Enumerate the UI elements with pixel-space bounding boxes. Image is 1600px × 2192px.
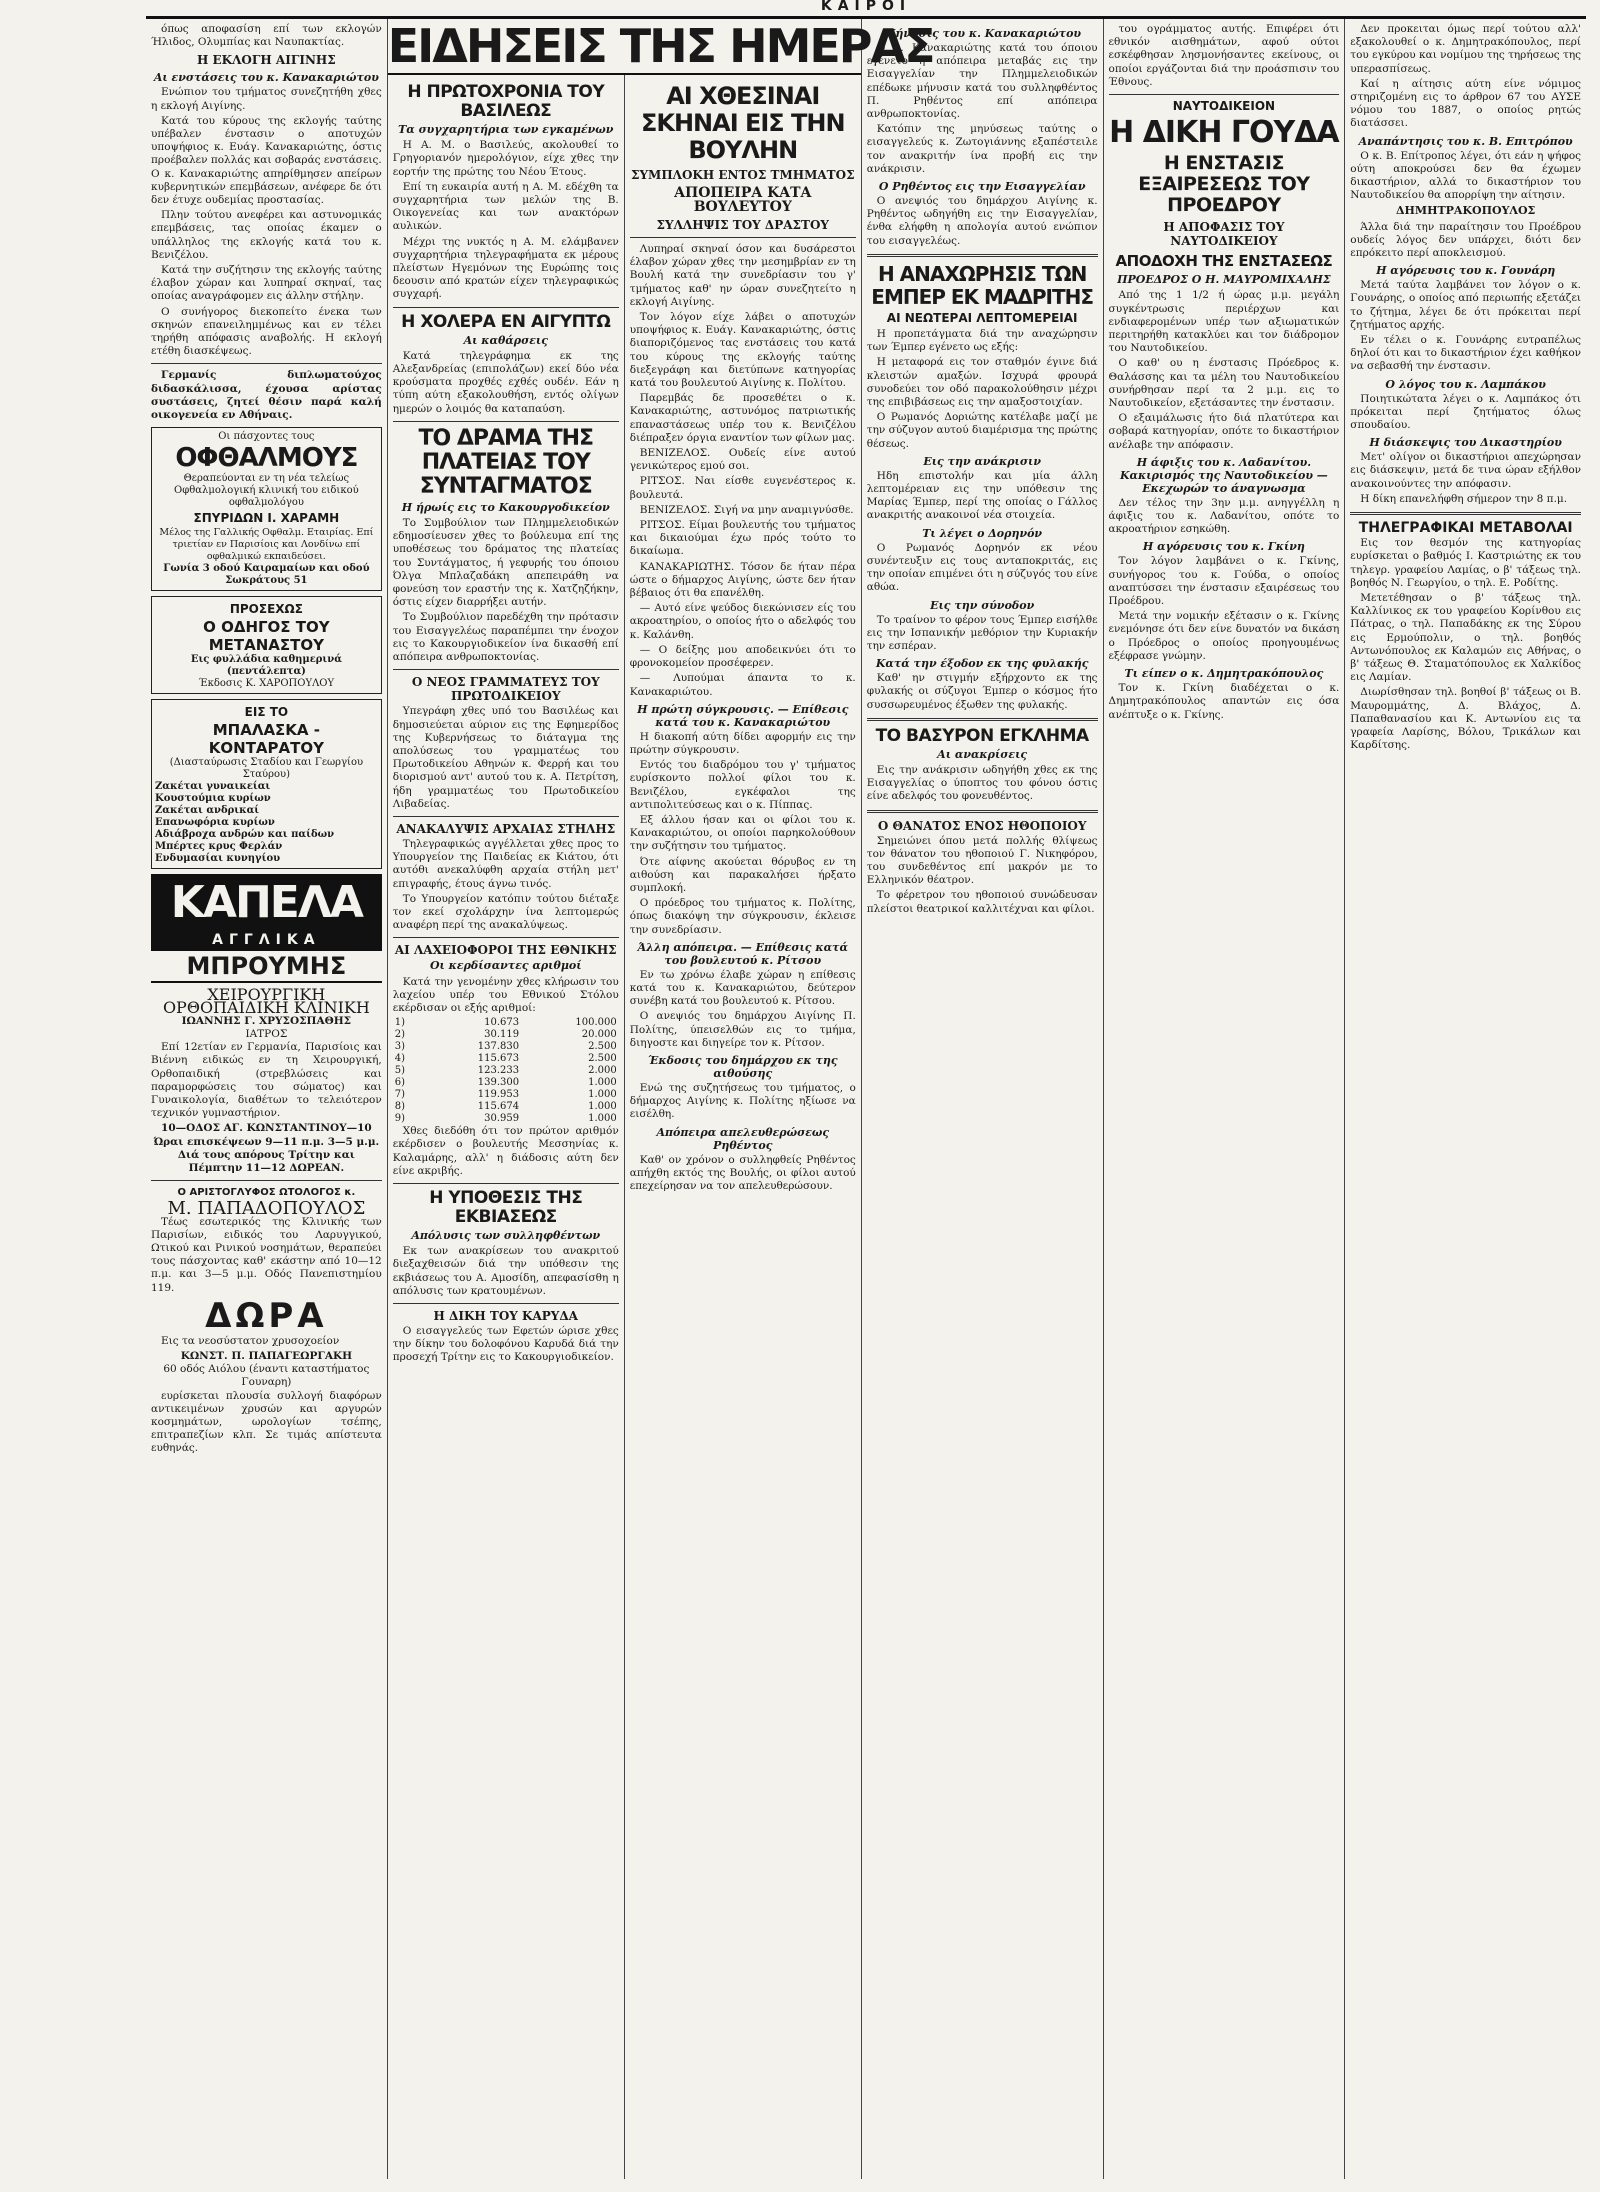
- article-text: Ο κ. Β. Επίτροπος λέγει, ότι εάν η ψήφος ούτη αποκρούσει δεν θα έχωμεν δικαστήριον, αλλά το δικαστήριον του Ναυτοδικείου θα απορρίψη την αίτησιν.: [1350, 149, 1582, 202]
- article-text: Η Α. Μ. ο Βασιλεύς, ακολουθεί το Γρηγοριανόν ημερολόγιον, είχε χθες την εορτήν της πρώτης του Νέου Έτους.: [392, 139, 619, 178]
- article-text: — Λυπούμαι άπαντα το κ. Κανακαριώτου.: [629, 672, 856, 698]
- divider: [393, 1303, 619, 1304]
- subhead-details: ΑΙ ΝΕΩΤΕΡΑΙ ΛΕΠΤΟΜΕΡΕΙΑΙ: [886, 310, 1078, 325]
- article-text: Μετ' ολίγον οι δικαστήριοι απεχώρησαν εις διάσκεψιν, μετά δε τινα ώραν εξήλθον ανακοινούντες την απόφασιν.: [1350, 451, 1582, 490]
- divider: [1350, 512, 1581, 515]
- lot-prize: 2.500: [588, 1053, 617, 1065]
- article-text: Τον λόγον λαμβάνει ο κ. Γκίνης, συνήγορος του κ. Γούδα, ο οποίος αναπτύσσει την ένστασιν εξαιρέσεως του Προέδρου.: [1108, 555, 1340, 608]
- lot-index: 8): [394, 1101, 406, 1113]
- headline-arrest: ΣΥΛΛΗΨΙΣ ΤΟΥ ΔΡΑΣΤΟΥ: [656, 218, 829, 232]
- subhead-prosecutor: Ο Ρηθέντος εις την Εισαγγελίαν: [878, 180, 1086, 194]
- subhead-gounaris: Η αγόρευσις του κ. Γουνάρη: [1376, 264, 1556, 278]
- article-text: ΒΕΝΙΖΕΛΟΣ. Σιγή να μην αναμιγνύσθε.: [639, 503, 854, 516]
- headline-election: Η ΕΚΛΟΓΗ ΑΙΓΙΝΗΣ: [197, 53, 336, 68]
- table-row: [393, 1029, 619, 1041]
- lot-number: 30.959: [484, 1113, 520, 1125]
- ad-shop-head: ΕΙΣ ΤΟ: [244, 705, 289, 720]
- ad-shop-sub: (Διασταύρωσις Σταδίου και Γεωργίου Σταύρου): [169, 757, 364, 781]
- ad-shop-item: Ζακέται ανδρικαί: [155, 805, 260, 817]
- article-text: — Αυτό είνε ψεύδος διεκώνισεν είς του ακροατηρίου, ο οποίος ήτο ο αδελφός του κ. Καλάνθη.: [629, 602, 856, 641]
- article-text: Το φέρετρον του ηθοποιού συνώδευσαν πλείστοι θεατρικοί καλλιτέχναι και φίλοι.: [866, 889, 1098, 915]
- divider: [393, 669, 619, 670]
- ad-clinic: [151, 985, 382, 1175]
- lot-number: 119.953: [477, 1089, 520, 1101]
- ad-ent-head: Ο ΑΡΙΣΤΟΓΛΥΦΟΣ ΩΤΟΛΟΓΟΣ κ.: [177, 1187, 356, 1199]
- article-text: Ο συνήγορος διεκοπείτο ένεκα των σκηνών επανειλημμένως και εν τέλει τηρήθη απόφασις αναβολής. Η εκλογή ετέθη διασκέψεως.: [151, 305, 382, 358]
- article-text: Ο Ρωμανός Δορηνόν εκ νέου συνέντευξιν εις τους ανταποκριτάς, εις την οποίαν επιμένει ότι η σύζυγός του είνε αθώα.: [866, 541, 1098, 594]
- ad-clinic-name: ΙΩΑΝΝΗΣ Γ. ΧΡΥΣΟΣΠΑΘΗΣ: [181, 1014, 352, 1027]
- divider: [151, 363, 382, 364]
- subhead: Απόλυσις των συλληφθέντων: [411, 1228, 601, 1242]
- subhead-gkinis-speech: Η αγόρευσις του κ. Γκίνη: [1142, 540, 1305, 554]
- subhead-dimitrakopoulos: Τι είπεν ο κ. Δημητρακόπουλος: [1124, 667, 1324, 681]
- ad-gift-address: 60 οδός Αιόλου (έναντι καταστήματος Γουναρη): [163, 1363, 370, 1389]
- headline-cholera: Η ΧΟΛΕΡΑ ΕΝ ΑΙΓΥΠΤΩ: [401, 311, 611, 332]
- table-row: [393, 1053, 619, 1065]
- ad-shop-item: Αδιάβροχα ανδρών και παίδων: [155, 829, 335, 841]
- column-1: [146, 19, 388, 2179]
- table-row: [393, 1113, 619, 1125]
- columns: [146, 19, 1586, 2179]
- table-row: [393, 1089, 619, 1101]
- news-of-the-day-section: [387, 19, 934, 2179]
- headline-telegraph-changes: ΤΗΛΕΓΡΑΦΙΚΑΙ ΜΕΤΑΒΟΛΑΙ: [1358, 520, 1573, 537]
- article-text: Παρεμβάς δε προσεθέτει ο κ. Κανακαριώτης, αστυνόμος πατριωτικής επαναστάσεως υπέρ του κ. Βενιζέλου διέπραξεν όργια εναντίον των φίλων μας.: [629, 392, 856, 444]
- article-text: Ότε αίφνης ακούεται θόρυβος εν τη αιθούση και παρακαλήσει ήρξατο συμπλοκή.: [629, 855, 856, 894]
- divider: [867, 254, 1098, 257]
- headline-decision: Η ΑΠΟΦΑΣΙΣ ΤΟΥ ΝΑΥΤΟΔΙΚΕΙΟΥ: [1163, 220, 1285, 249]
- ad-clinic-role: ΙΑΤΡΟΣ: [245, 1027, 288, 1040]
- article-text: Η προπετάγματα διά την αναχώρησιν των Έμπερ εγένετο ως εξής:: [866, 328, 1098, 354]
- ad-oculist-name: ΣΠΥΡΙΔΩΝ Ι. ΧΑΡΑΜΗ: [193, 511, 340, 526]
- ad-hat-brand: ΜΠΡΟΥΜΗΣ: [151, 951, 382, 983]
- ad-clinic-text: Επί 12ετίαν εν Γερμανία, Παρισίοις και Βιέννη ειδικώς εν τη Χειρουργική, Ορθοπαιδική (στρεβλώσεις και παραμορφώσεις του σώματος) και Γυναικολογία, διαθέτων το τελειότερον τεχνικόν γυμναστήριον.: [151, 1041, 382, 1120]
- article-text: Καθ' ον χρόνον ο συλληφθείς Ρηθέντος απήχθη εκτός της Βουλής, οι φίλοι αυτού επεχείρησαν να τον απελευθερώσουν.: [629, 1153, 856, 1192]
- subhead: Αι καθάρσεις: [463, 333, 548, 347]
- headline-acceptance: ΑΠΟΔΟΧΗ ΤΗΣ ΕΝΣΤΑΣΕΩΣ: [1115, 252, 1333, 271]
- table-row: [393, 1017, 619, 1029]
- ad-emigrant: [151, 596, 382, 694]
- article-text: Τον λόγον είχε λάβει ο αποτυχών υποψήφιος κ. Ευάγ. Κανακαριώτης, όστις διαποριζόμενος τας ενστάσεις του κατά του κύρους της εκλογής ταύτης διεξεγράφη και διετύπωνε κατηγορίας κατά του βουλευτού Αιγίνης κ. Πολίτου.: [629, 311, 856, 390]
- article-text: Ποιητικώτατα λέγει ο κ. Λαμπάκος ότι πρόκειται περί ζητήματος όλως σπουδαίου.: [1350, 392, 1582, 432]
- article-text: ΒΕΝΙΖΕΛΟΣ. Ουδείς είνε αυτού γενικώτερος εμού σοι.: [629, 447, 856, 473]
- article-text: Το Συμβούλιον των Πλημμελειοδικών εδημοσίευσεν χθες το βούλευμα επί της υποθέσεως του δράματος της πλατείας του Συντάγματος, ή γεφυρής του όποιου Όλγα Μπλαζαδάκη απεπειράθη να φονεύση τον εραστήν της κ. Χατζηζήκην, όστις είχεν διαρρήξει αυτήν.: [392, 517, 619, 609]
- column-5: [1104, 19, 1346, 2179]
- ad-gift-text: Εις τα νεοσύστατον χρυσοχοείον: [161, 1334, 340, 1347]
- headline-objection: Η ΕΝΣΤΑΣΙΣ ΕΞΑΙΡΕΣΕΩΣ ΤΟΥ ΠΡΟΕΔΡΟΥ: [1138, 152, 1310, 217]
- lot-number: 123.233: [477, 1065, 520, 1077]
- article-text: Ο κ. Κανακαριώτης κατά του όποιου εγένετο η απόπειρα μεταβάς εις την Εισαγγελίαν την Πλημμελειοδικών επέδωκε μήνυσιν κατά του συλληφθέντος Π. Ρηθέντος επί απόπειρα ανθρωποκτονίας.: [866, 42, 1098, 121]
- article-text: Τον κ. Γκίνη διαδέχεται ο κ. Δημητρακόπουλος απαντών εις όσα ανέπτυξε ο κ. Γκίνης.: [1108, 682, 1340, 721]
- lot-index: 5): [394, 1065, 406, 1077]
- article-text: Κατά την συζήτησιν της εκλογής ταύτης έλαβον χώραν και λυπηραί σκηναί, τας οποίας αναγράφομεν εις άλλην στήλην.: [151, 264, 382, 303]
- lot-prize: 1.000: [588, 1101, 617, 1113]
- headline-drama: ΤΟ ΔΡΑΜΑ ΤΗΣ ΠΛΑΤΕΙΑΣ ΤΟΥ ΣΥΝΤΑΓΜΑΤΟΣ: [418, 425, 594, 499]
- article-text: Ο εισαγγελεύς των Εφετών ώρισε χθες την δίκην του δολοφόνου Καρυδά διά την προσεχή Τρίτην εις το Κακουργιοδικείον.: [392, 1324, 619, 1364]
- article-text: Καθ' ην στιγμήν εξήρχοντο εκ της φυλακής οι σύζυγοι Έμπερ ο κόσμος ήτο συσσωρευμένος έξωθεν της φυλακής.: [866, 672, 1098, 711]
- article-text: — Ο δείξης μου αποδεικνύει ότι το φρονοκομείον προσέφερεν.: [629, 643, 856, 670]
- article-text: Εξ άλλου ήσαν και οι φίλοι του κ. Κανακαριώτου, οι οποίοι παρηκολούθουν την συζήτησιν του τμήματος.: [629, 813, 856, 853]
- ad-gift-title: ΔΩΡΑ: [205, 1295, 328, 1336]
- article-text: ΚΑΝΑΚΑΡΙΩΤΗΣ. Τόσον δε ήταν πέρα ώστε ο δήμαρχος Αιγίνης, ώστε δεν ήταν βέβαιος ότι θα επανέλθη.: [629, 560, 856, 600]
- subhead-reply: Αναπάντησις του κ. Β. Επιτρόπου: [1358, 134, 1573, 148]
- lot-number: 30.119: [484, 1029, 520, 1041]
- headline-brawl: ΣΥΜΠΛΟΚΗ ΕΝΤΟΣ ΤΜΗΜΑΤΟΣ: [631, 168, 855, 182]
- ad-gift-body: ευρίσκεται πλουσία συλλογή διαφόρων αντικειμένων χρυσών και αργυρών κοσμημάτων, ωρολογίων τσέπης, επιτραπεζίων κλπ. Σε τιμάς απίστευτα ευθηνάς.: [151, 1389, 382, 1455]
- article-text: Τηλεγραφικώς αγγέλλεται χθες προς το Υπουργείον της Παιδείας εκ Κιάτου, ότι αυτόθι ανεκαλύφθη αρχαία στήλη μετ' επιγραφής, έτους άγνω τινός.: [392, 837, 619, 890]
- divider: [393, 421, 619, 422]
- court-label: ΝΑΥΤΟΔΙΚΕΙΟΝ: [1172, 99, 1276, 114]
- article-text: Ο ανεψιός του δημάρχου Αιγίνης κ. Ρηθέντος ωδηγήθη εις την Εισαγγελίαν, ένθα ελήφθη η απολογία αυτού ενώπιον του εισαγγελέως.: [866, 195, 1098, 247]
- lot-index: 9): [394, 1113, 406, 1125]
- divider: [630, 237, 856, 238]
- divider: [393, 816, 619, 817]
- ad-shop-item: Μπέρτες κρυς Φερλάν: [155, 841, 283, 853]
- notice-text: Γερμανίς διπλωματούχος διδασκάλισσα, έχουσα αρίστας συστάσεις, ζητεί θέσιν παρά καλή οικογενεία εν Αθήναις.: [151, 369, 382, 422]
- divider: [151, 1180, 382, 1181]
- article-text: Το τραίνον το φέρον τους Έμπερ εισήλθε εις την Ισπανικήν μεθόριον την Κυριακήν την εσπέραν.: [866, 613, 1098, 652]
- article-text: Μετά ταύτα λαμβάνει τον λόγον ο κ. Γουνάρης, ο οποίος από περιωπής εξετάζει το ζήτημα, λέγει δε ότι πρόκειται περί ζητήματος αρχής.: [1350, 279, 1582, 331]
- ad-shop: [151, 699, 382, 869]
- ad-gift-name: ΚΩΝΣΤ. Π. ΠΑΠΑΓΕΩΡΓΑΚΗ: [180, 1349, 353, 1362]
- article-text: Υπεγράφη χθες υπό του Βασιλέως και δημοσιεύεται αύριον εις της Εφημερίδος της Κυβερνήσεως το διάταγμα της απολύσεως του γραμματέως του Πρωτοδικείου Αθηνών κ. Φερρή και του διορισμού αντ' αυτού του κ. Α. Πετρίτση, ήδη γραμματέως του Πρωτοδικείου Λιβαδείας.: [392, 705, 619, 810]
- article-text: Χθες διεδόθη ότι τον πρώτον αριθμόν εκέρδισεν ο βουλευτής Μεσσηνίας κ. Καλαμάρης, αλλ' η διάδοσις αύτη δεν είνε ακριβής.: [392, 1125, 619, 1177]
- subhead-complaint: Μήνυσις του κ. Κανακαριώτου: [883, 27, 1082, 40]
- ad-hat-banner: [151, 874, 382, 951]
- headline-ancient-stele: ΑΝΑΚΑΛΥΨΙΣ ΑΡΧΑΙΑΣ ΣΤΗΛΗΣ: [396, 821, 616, 836]
- lot-index: 1): [394, 1017, 406, 1029]
- column-3: [625, 75, 861, 2179]
- article-text: Κατά του κύρους της εκλογής ταύτης υπέβαλεν ένστασιν ο αποτυχών υποψήφιος κ. Ευάγ. Κανακαριώτης, όστις προέβαλεν πολλάς και σοβαράς ενστάσεις. Ο κ. Κανακαριώτης απηρίθμησεν απείρων κυβερνητικών επεμβάσεων, ανέφερε δε ότι δεν έτυχε ουδεμίας προστασίας.: [151, 114, 382, 207]
- ad-emigrant-text: Εις φυλλάδια καθημερινά (πεντάλεπτα): [190, 654, 342, 678]
- article-text: Ηδη επιστολήν και μία άλλη λεπτομέρειαν εις την υπόθεσιν της Μαρίας Έμπερ, περί της οποίας ο Γάλλος ανακριτής ανακοινοί νέα στοιχεία.: [866, 469, 1098, 522]
- lot-index: 2): [394, 1029, 406, 1041]
- article-text: Καί η αίτησις αύτη είνε νόμιμος στηριζομένη εις το άρθρον 67 του ΑΥΣΕ νόμου του 1887, ο οποίος ρητώς διατάσσει.: [1350, 77, 1582, 130]
- ad-oculist-title: ΟΦΘΑΛΜΟΥΣ: [175, 443, 358, 474]
- article-text: Εν τω χρόνω έλαβε χώραν η επίθεσις κατά του κ. Κανακαριώτου, δεύτερον συνέβη κατά του βουλευτού κ. Ρίτσου.: [629, 968, 856, 1008]
- article-text: Άλλα διά την παραίτησιν του Προέδρου ουδείς λόγος δεν υπάρχει, διότι δεν επρόκειτο περί αποκλεισμού.: [1350, 220, 1582, 260]
- lot-index: 7): [394, 1089, 406, 1101]
- article-text: Η διακοπή αύτη δίδει αφορμήν εις την πρώτην σύγκρουσιν.: [629, 730, 856, 756]
- headline-gouda-trial: Η ΔΙΚΗ ΓΟΥΔΑ: [1109, 115, 1339, 151]
- subhead-prison-exit: Κατά την έξοδον εκ της φυλακής: [875, 657, 1089, 671]
- ad-hat: [151, 874, 382, 983]
- article-text: Εκ των ανακρίσεων του ανακριτού διεξαχθεισών διά την υπόθεσιν της εκβιάσεως του Α. Αμοσίδη, απεφασίσθη η απόλυσις των κρατουμένων.: [392, 1245, 619, 1297]
- lot-prize: 2.000: [588, 1065, 617, 1077]
- article-text: Ο Ρωμανός Δοριώτης κατέλαβε μαζί με την σύζυγον αυτού διαμέρισμα της πρώτης θέσεως.: [866, 411, 1098, 450]
- ad-hat-sub: ΑΓΓΛΙΚΑ: [212, 932, 321, 949]
- headline-parliament-scenes: ΑΙ ΧΘΕΣΙΝΑΙ ΣΚΗΝΑΙ ΕΙΣ ΤΗΝ ΒΟΥΛΗΝ: [640, 82, 845, 164]
- article-text: Εις τον θεσμόν της κατηγορίας ευρίσκεται ο βαθμός Ι. Καστριώτης εκ του τηλεγρ. γραφείου Λαμίας, ο β' τάξεως τηλ. βοηθός Ν. Γεωργίου, ο τηλ. Ε. Ροδίτης.: [1350, 537, 1582, 589]
- article-text: Κατόπιν της μηνύσεως ταύτης ο εισαγγελεύς κ. Ζωτογιάννης εξαπέστειλε τον ανακριτήν ίνα προβή εις την ανάκρισιν.: [866, 123, 1098, 175]
- article-text: Μετετέθησαν ο β' τάξεως τηλ. Καλλίνικος εκ του γραφείου Κορίνθου εις Πάτρας, ο τηλ. Παπαδάκης εκ της Σύρου εις Ερμούπολιν, ο τηλ. βοηθός Αντωνόπουλος εκ Καλαμών εις Αθήνας, ο β' τάξεως Θ. Σταματόπουλος εκ Χαλκίδος εις Λαμίαν.: [1350, 591, 1582, 684]
- subhead: Η ήρωίς εις το Κακουργοδικείον: [401, 500, 610, 514]
- divider: [393, 307, 619, 308]
- article-text: Από της 1 1/2 ή ώρας μ.μ. μεγάλη συγκέντρωσις περιέρχων και ενδιαφερομένων υπέρ των αξιωματικών περιτηρήθη κατακλύει και τον διάδρομον του Ναυτοδικείου.: [1108, 289, 1340, 355]
- lot-number: 139.300: [477, 1077, 520, 1089]
- lot-index: 4): [394, 1053, 406, 1065]
- article-text: του ογράμματος αυτής. Επιφέρει ότι εθνικόν αισθημάτων, αφού ούτοι εσκέφθησαν λησμονήσαντες εκείνους, οι οποίοι εργάζονται διά την προάσπισιν του Έθνους.: [1108, 23, 1340, 88]
- article-text: Εις την ανάκρισιν ωδηγήθη χθες εκ της Εισαγγελίας ο ύποπτος του φόνου όστις είνε αδελφός του φονευθέντος.: [866, 763, 1098, 803]
- subhead-second-attempt: Άλλη απόπειρα. — Επίθεσις κατά του βουλευτού κ. Ρίτσου: [637, 940, 848, 967]
- ad-ent-text: Τέως εσωτερικός της Κλινικής των Παρισίων, ειδικός του Λαρυγγικού, Ωτικού και Ρινικού νοσημάτων, θεραπεύει τους πάσχοντας καθ' εκάστην από 10—12 π.μ. και 3—5 μ.μ. Οδός Πανεπιστημίου 119.: [151, 1215, 382, 1294]
- article-text: ΡΙΤΣΟΣ. Ναι είσθε ευγενέστερος κ. βουλευτά.: [629, 475, 856, 501]
- ad-oculist-bio: Μέλος της Γαλλικής Οφθαλμ. Εταιρίας. Επί τριετίαν εν Παρισίοις και Λονδίνω επί οφθαλμικώ εκπαιδεύσει.: [159, 527, 374, 563]
- ad-oculist-text: Θεραπεύονται εν τη νέα τελείως Οφθαλμολογική κλινική του ειδικού οφθαλμολόγου: [174, 473, 359, 509]
- divider: [393, 937, 619, 938]
- lot-prize: 100.000: [575, 1017, 617, 1029]
- subhead-release-attempt: Απόπειρα απελευθερώσεως Ρηθέντος: [656, 1125, 830, 1152]
- headline-departure: Η ΑΝΑΧΩΡΗΣΙΣ ΤΩΝ ΕΜΠΕΡ ΕΚ ΜΑΔΡΙΤΗΣ: [871, 261, 1094, 309]
- article-text: Ο πρόεδρος του τμήματος κ. Πολίτης, όπως διακόψη την σύγκρουσιν, έκλεισε την συνεδρίασιν.: [629, 897, 856, 936]
- section-title: ΕΙΔΗΣΕΙΣ ΤΗΣ ΗΜΕΡΑΣ: [387, 19, 934, 73]
- article-text: Η δίκη επανελήφθη σήμερον την 8 π.μ.: [1360, 492, 1568, 505]
- lot-prize: 1.000: [588, 1089, 617, 1101]
- article-text: Κατά τηλεγράφημα εκ της Αλεξανδρείας (επιπολάζων) εκεί δύο νέα κρούσματα προχθές εχθές ουδέν. Εάν η τύπη αύτη εξακολουθήση, εντός ολίγων ημερών ο λοιμός θα καταπαύση.: [392, 349, 619, 415]
- lot-prize: 20.000: [581, 1029, 617, 1041]
- divider: [1109, 94, 1340, 95]
- column-2: [388, 75, 625, 2179]
- ad-oculist: [151, 427, 382, 591]
- news-subcolumns: [388, 75, 861, 2179]
- subhead: Αι ανακρίσεις: [937, 747, 1028, 761]
- ad-gift: [151, 1297, 382, 1456]
- headline-new-secretary: Ο ΝΕΟΣ ΓΡΑΜΜΑΤΕΥΣ ΤΟΥ ΠΡΩΤΟΔΙΚΕΙΟΥ: [411, 675, 600, 704]
- ad-shop-item: Ενδυμασίαι κυνηγίου: [155, 853, 281, 865]
- article-text: Εν τέλει ο κ. Γουνάρης ευτραπέλως δηλοί ότι και το δικαστήριον έχει καθήκον να σεβασθή την ένστασιν.: [1350, 334, 1582, 373]
- article-text: Ο καθ' ου η ένστασις Πρόεδρος κ. Θαλάσσης και τα μέλη του Ναυτοδικείου συνήρθησαν περί τα 2 μ.μ. εις το Ναυτοδικείον, εξετάσαντες την ένστασιν.: [1108, 357, 1340, 410]
- subhead-border: Εις την σύνοδον: [930, 598, 1035, 612]
- lot-number: 10.673: [484, 1017, 520, 1029]
- lot-prize: 2.500: [588, 1041, 617, 1053]
- lot-prize: 1.000: [588, 1113, 617, 1125]
- lot-number: 115.674: [477, 1101, 520, 1113]
- ad-shop-item: Κουστούμια κυρίων: [155, 793, 271, 805]
- article-text: Ενώ της συζητήσεως του τμήματος, ο δήμαρχος Αιγίνης κ. Πολίτης ηξίωσε να εισέλθη.: [629, 1081, 856, 1121]
- subhead: Τα συγχαρητήρια των εγκαμένων: [398, 123, 614, 136]
- subhead-first-clash: Η πρώτη σύγκρουσις. — Επίθεσις κατά του κ. Κανακαριώτου: [637, 702, 849, 729]
- divider: [867, 810, 1098, 813]
- presiding-judge: ΠΡΟΕΔΡΟΣ Ο Η. ΜΑΥΡΟΜΙΧΑΛΗΣ: [1117, 273, 1331, 287]
- ad-shop-title: ΜΠΑΛΑΣΚΑ - ΚΟΝΤΑΡΑΤΟΥ: [208, 721, 324, 758]
- ad-oculist-address: Γωνία 3 οδού Καιραμαίων και οδού Σωκράτους 51: [163, 563, 370, 587]
- article-text: Η μεταφορά εις τον σταθμόν έγινε διά κλειστών αμαξών. Ισχυρά φρουρά συνοδεύει τον οδό παρακολούθησιν μέχρι της επιβιβάσεως εις την αμαξοστοιχίαν.: [866, 356, 1098, 409]
- headline-crime: ΤΟ ΒΑΣΥΡΟΝ ΕΓΚΛΗΜΑ: [875, 725, 1089, 746]
- intro-text: όπως αποφασίση επί των εκλογών Ήλιδος, Ολυμπίας και Ναυπακτίας.: [151, 23, 382, 49]
- ad-shop-item: Ζακέται γυναικείαι: [155, 781, 271, 793]
- ad-ent-doctor: [151, 1186, 382, 1295]
- subhead-lampakos: Ο λόγος του κ. Λαμπάκου: [1385, 377, 1546, 391]
- subhead-objections: Αι ενστάσεις του κ. Κανακαριώτου: [153, 71, 379, 85]
- ad-shop-item: Επανωφόρια κυρίων: [155, 817, 275, 829]
- speaker-name: ΔΗΜΗΤΡΑΚΟΠΟΥΛΟΣ: [1395, 204, 1536, 218]
- subhead-mayor-expelled: Έκδοσις του δημάρχου εκ της αιθούσης: [647, 1053, 838, 1080]
- masthead: ΚΑΙΡΟΙ: [146, 0, 1586, 19]
- lottery-table: [393, 1017, 619, 1125]
- article-text: Μέχρι της νυκτός η Α. Μ. ελάμβανεν συγχαρητήρια τηλεγραφήματα εκ μέρους πλείστων Ηγεμόνων της Ευρώπης τοις δεουσιν από κρατών είχεν τηλεγραφικώς συγχαρή.: [392, 235, 619, 301]
- ad-hat-title: ΚΑΠΕΛΑ: [170, 877, 362, 929]
- divider: [393, 1183, 619, 1184]
- table-row: [393, 1077, 619, 1089]
- article-text: Ο ανεψιός του δημάρχου Αιγίνης Π. Πολίτης, ύπεισελθών εις το τμήμα, διηγοστε και διηγείρε τον κ. Ρίτσον.: [629, 1010, 856, 1049]
- divider: [867, 718, 1098, 721]
- lot-prize: 1.000: [588, 1077, 617, 1089]
- ad-clinic-title: ΧΕΙΡΟΥΡΓΙΚΗ ΟΡΘΟΠΑΙΔΙΚΗ ΚΛΙΝΙΚΗ: [162, 985, 370, 1018]
- article-text: Σημειώνει όπου μετά πολλής θλίψεως τον θάνατον του ηθοποιού Γ. Νικηφόρου, του συνδεθέντος επί μακρόν με το Ελληνικόν θέατρον.: [866, 834, 1098, 887]
- ad-clinic-address: 10—ΟΔΟΣ ΑΓ. ΚΩΝΣΤΑΝΤΙΝΟΥ—10: [161, 1122, 372, 1135]
- article-text: Δεν τέλος την 3ην μ.μ. ανηγγέλλη η άφιξις του κ. Λαδανίτου, οπότε το ακροατήριον εσηκώθη.: [1108, 496, 1340, 536]
- article-text: Δεν προκειται όμως περί τούτου αλλ' εξακολουθεί ο κ. Δημητρακόπουλος, περί του εγκύρου και νομίμου της τηρήσεως της υπερασπίσεως.: [1350, 23, 1582, 75]
- article-text: Ο εξαιμάλωσις ήτο διά πλατύτερα και σοβαρά κατηγορίαν, οπότε το δικαστήριον ανέλαβε την απόφασιν.: [1108, 412, 1340, 451]
- ad-oculist-pre: Οι πάσχοντες τους: [218, 431, 315, 443]
- article-text: ΡΙΤΣΟΣ. Είμαι βουλευτής του τμήματος και δικαιούμαι έχω πρός τούτο το δικαίωμα.: [629, 519, 856, 558]
- headline-actor-death: Ο ΘΑΝΑΤΟΣ ΕΝΟΣ ΗΘΟΠΟΙΟΥ: [877, 818, 1087, 833]
- article-text: Το Συμβούλιον παρεδέχθη την πρότασιν του Εισαγγελέως παραπέμπει την ένοχον εις το Κακουργιοδικείον ίνα δικασθή επί απόπειρα ανθρωποκτονίας.: [392, 611, 619, 664]
- subhead-investigation: Εις την ανάκρισιν: [923, 454, 1041, 468]
- column-6: [1345, 19, 1586, 2179]
- ad-emigrant-publisher: Έκδοσις Κ. ΧΑΡΟΠΟΥΛΟΥ: [198, 678, 335, 690]
- headline-king-newyear: Η ΠΡΩΤΟΧΡΟΝΙΑ ΤΟΥ ΒΑΣΙΛΕΩΣ: [407, 82, 605, 121]
- article-text: Λυπηραί σκηναί όσον και δυσάρεστοι έλαβον χώραν χθες την μεσημβρίαν εν τη Βουλή κατά την συνεδρίασιν του γ' τμήματος καθ' ην ώραν συνεζητείτο η εκλογή Αιγίνης.: [629, 243, 856, 308]
- headline-attempt: ΑΠΟΠΕΙΡΑ ΚΑΤΑ ΒΟΥΛΕΥΤΟΥ: [674, 185, 812, 215]
- article-text: Κατά την γενομένην χθες κλήρωσιν του λαχείου υπέρ του Εθνικού Στόλου εκέρδισαν οι εξής αριθμοί:: [392, 975, 619, 1014]
- article-text: Διωρίσθησαν τηλ. βοηθοί β' τάξεως οι Β. Μαυρομμάτης, Δ. Βλάχος, Δ. Παπαθανασίου και Κ. Αντωνίου εις τα γραφεία Λαρίσης, Βόλου, Τρικάλων και Καρδίτσης.: [1350, 686, 1582, 752]
- subhead-deliberation: Η διάσκεψις του Δικαστηρίου: [1369, 436, 1562, 450]
- table-row: [393, 1065, 619, 1077]
- ad-emigrant-head: ΠΡΟΣΕΧΩΣ: [229, 602, 303, 617]
- article-text: Εντός του διαδρόμου του γ' τμήματος ευρίσκοντο πολλοί φίλοι του κ. Βενιζέλου, εγκέφαλοι της αντιπολιτεύσεως και ο κ. Πίππας.: [629, 759, 856, 811]
- ad-ent-name: Μ. ΠΑΠΑΔΟΠΟΥΛΟΣ: [167, 1198, 366, 1220]
- subhead-dorinon: Τι λέγει ο Δορηνόν: [922, 526, 1043, 540]
- subhead: Οι κερδίσαντες αριθμοί: [429, 959, 582, 973]
- column-4: [862, 19, 1104, 2179]
- lot-number: 115.673: [477, 1053, 520, 1065]
- headline-lottery: ΑΙ ΛΑΧΕΙΟΦΟΡΟΙ ΤΗΣ ΕΘΝΙΚΗΣ: [394, 943, 617, 958]
- headline-extortion: Η ΥΠΟΘΕΣΙΣ ΤΗΣ ΕΚΒΙΑΣΕΩΣ: [429, 1187, 583, 1227]
- article-text: Μετά την νομικήν εξέτασιν ο κ. Γκίνης ενεμόνησε ότι δεν είνε δυνατόν να δικάση ο Πρόεδρος ο οποίος προηγουμένως εξέφρασε γνώμην.: [1108, 610, 1340, 662]
- table-row: [393, 1101, 619, 1113]
- article-text: Πλην τούτου ανεφέρει και αστυνομικάς επεμβάσεις, τας οποίας έκαμεν ο υπάλληλος της εκλογής κατά του κ. Βενιζέλου.: [151, 209, 382, 261]
- headline-karydas-trial: Η ΔΙΚΗ ΤΟΥ ΚΑΡΥΔΑ: [433, 1308, 578, 1323]
- lot-index: 3): [394, 1041, 406, 1053]
- article-text: Επί τη ευκαιρία αυτή η Α. Μ. εδέχθη τα συγχαρητήρια των μελών της Β. Οικογενείας και των ανακτόρων αυλικών.: [392, 180, 619, 233]
- ad-clinic-hours: Ώραι επισκέψεων 9—11 π.μ. 3—5 μ.μ. Διά τους απόρους Τρίτην και Πέμπτην 11—12 ΔΩΡΕΑΝ.: [153, 1135, 380, 1174]
- article-text: Ενώπιον του τμήματος συνεζητήθη χθες η εκλογή Αιγίνης.: [151, 86, 382, 112]
- lot-number: 137.830: [477, 1041, 520, 1053]
- ad-emigrant-title: Ο ΟΔΗΓΟΣ ΤΟΥ ΜΕΤΑΝΑΣΤΟΥ: [203, 618, 330, 655]
- subhead-arrival: Η άφιξις του κ. Λαδανίτου. Κακιρισμός της Ναυτοδικείου — Εκεχωρών το άναγνωσμα: [1120, 455, 1328, 495]
- article-text: Το Υπουργείον κατόπιν τούτου διέταξε τον εκεί σχολάρχην ίνα λεπτομερώς αναφέρη περί της ανακαλύψεως.: [392, 892, 619, 932]
- table-row: [393, 1041, 619, 1053]
- lot-index: 6): [394, 1077, 406, 1089]
